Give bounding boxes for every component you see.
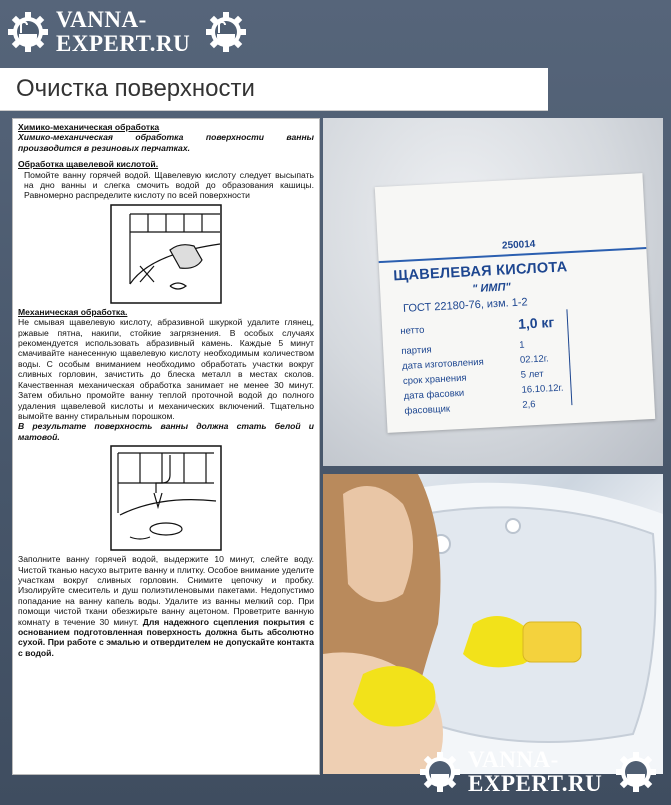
mech-title: Механическая обработка. bbox=[18, 306, 128, 317]
illustration-pour-acid bbox=[110, 204, 222, 304]
gear-faucet-icon bbox=[6, 10, 50, 54]
label-product-name: ЩАВЕЛЕВАЯ КИСЛОТА bbox=[393, 259, 568, 285]
brand-logo-bottom[interactable] bbox=[418, 748, 658, 796]
title-bar bbox=[0, 68, 548, 111]
acid-text: Помойте ванну горячей водой. Щавелевую кислоту следует высыпать на дно ванны и слегка смочить водой до образования кашицы. Равномерно распределите кислоту по всей поверхности bbox=[24, 169, 314, 201]
acid-title: Обработка щавелевой кислотой. bbox=[18, 159, 159, 170]
bathtub-scene bbox=[323, 474, 663, 774]
photo-acid-package bbox=[323, 118, 663, 466]
section1-note: Химико-механическая обработка поверхности ванны производится в резиновых перчатках. bbox=[18, 132, 314, 153]
brand-line2: EXPERT.RU bbox=[468, 771, 603, 796]
label-row: срок хранения 5 лет bbox=[402, 368, 544, 387]
final-bold: Для надежного сцепления покрытия с основанием подготовленная поверхность должна быть абсолютно сухой. При работе с эмалью и отвердителем не допускайте контакта с водой. bbox=[18, 616, 315, 658]
brand-logo-top[interactable] bbox=[6, 8, 248, 56]
page-title: Очистка поверхности bbox=[16, 75, 255, 102]
label-brand: " ИМП" bbox=[471, 281, 511, 296]
gear-faucet-icon bbox=[418, 750, 462, 794]
label-row: дата фасовки 16.10.12г. bbox=[403, 382, 564, 402]
product-label bbox=[375, 173, 656, 433]
brand-line1: VANNA- bbox=[56, 7, 147, 32]
label-row: дата изготовления 02.12г. bbox=[401, 353, 549, 372]
label-row: партия 1 bbox=[401, 339, 525, 358]
mech-text: Не смывая щавелевую кислоту, абразивной шкуркой удалите глянец, ржавые пятна, накипи, стойкие загрязнения. В особых случаях рекомендуется использовать абразивный камень. Каждые 5 минут смачивайте нанесенную щавелевую кислоту необходимым количеством воды. С особым вниманием необходимо обработать участки вокруг сливных горловин, зачистить до блеска металл в местах сколов. Качественная механическая обработка занимает не менее 30 минут. Затем обильно промойте ванну теплой проточной водой до полного удаления щавелевой кислоты и механических включений. Тщательно вымойте ванну стиральным порошком. bbox=[18, 317, 314, 421]
result-text: В результате поверхность ванны должна стать белой и матовой. bbox=[18, 421, 314, 442]
label-row: нетто 1,0 кг bbox=[400, 313, 555, 338]
illustration-rinse-bath bbox=[110, 445, 222, 551]
label-gost: ГОСТ 22180-76, изм. 1-2 bbox=[402, 296, 528, 315]
brand-line2: EXPERT.RU bbox=[56, 31, 191, 56]
gear-faucet-icon bbox=[204, 10, 248, 54]
section1-title: Химико-механическая обработка bbox=[18, 122, 160, 132]
instruction-document bbox=[12, 118, 320, 775]
label-divider bbox=[566, 309, 572, 405]
photo-cleaning-bathtub bbox=[323, 474, 663, 774]
final-text: Заполните ванну горячей водой, выдержите 10 минут, слейте воду. Чистой тканью насухо вытрите ванну и плитку. Особое внимание уделите участкам вокруг сливных горловин. Снимите цепочку и пробку. Изолируйте смеситель и душ полиэтиленовыми пакетами. Недопустимо попадание на ванну капель воды. Удалите из ванны мелкий сор. При помощи чистой ткани обезжирьте ванну ацетоном. Проветрите ванную комнату в течение 30 минут. Для надежного сцепления покрытия с основанием подготовленная поверхность должна быть абсолютно сухой. При работе с эмалью и отвердителем не допускайте контакта с водой. bbox=[18, 554, 315, 658]
label-code: 250014 bbox=[501, 238, 536, 252]
brand-line1: VANNA- bbox=[468, 747, 559, 772]
label-row: фасовщик 2,6 bbox=[404, 399, 536, 417]
gear-faucet-icon bbox=[614, 750, 658, 794]
